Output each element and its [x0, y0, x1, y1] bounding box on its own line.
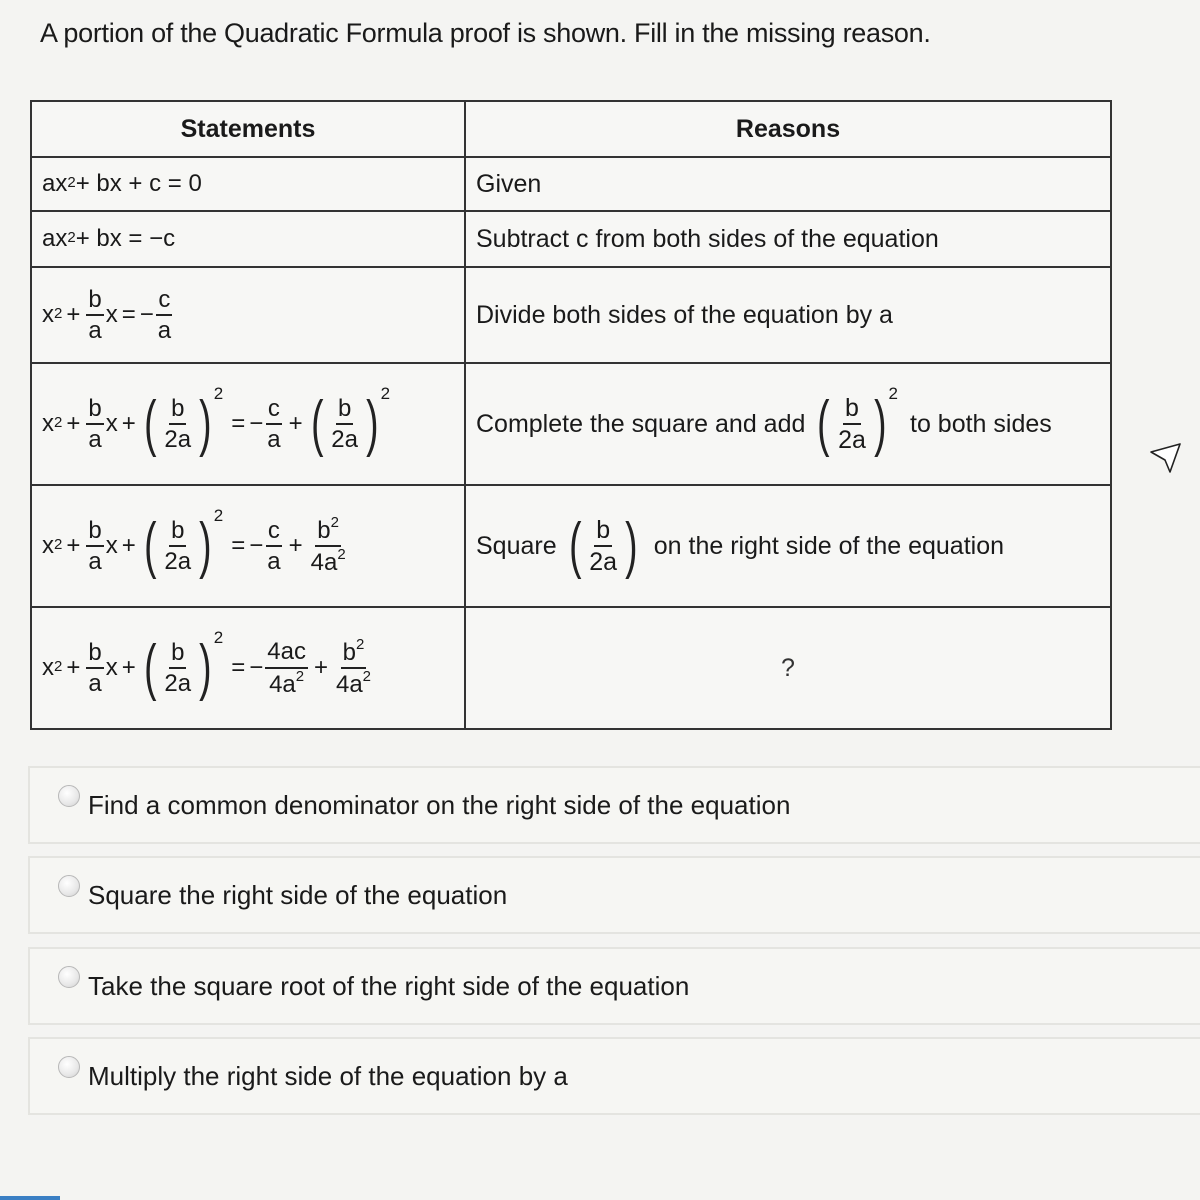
table-row: [31, 211, 1111, 267]
denominator-base: 4a: [335, 671, 363, 698]
table-row: [31, 485, 1111, 607]
denominator: 2a: [164, 426, 192, 453]
denominator: 2a: [589, 548, 618, 576]
plus-sign: +: [121, 532, 136, 559]
var-x: x: [105, 654, 118, 681]
statement-text: + bx + c = 0: [75, 170, 202, 197]
denominator: a: [88, 670, 102, 697]
fraction: [156, 287, 173, 343]
fraction: [309, 513, 348, 576]
parenthesized-fraction: ( $\frac{b}{2a}$ ) $^2$: [817, 384, 898, 458]
parenthesized-fraction: ( $\frac{b}{2a}$ ) $^2$: [143, 628, 224, 702]
denominator: [267, 669, 306, 697]
table-header-row: [31, 101, 1111, 157]
exponent: 2: [295, 667, 305, 685]
equation: [42, 506, 454, 580]
exponent: 2: [67, 173, 76, 191]
reason-cell: Given: [465, 157, 1111, 211]
denominator: 2a: [331, 426, 358, 453]
plus-sign: +: [121, 410, 136, 437]
numerator: [341, 635, 367, 669]
equation: [42, 628, 454, 702]
reason-text: to both sides: [910, 409, 1052, 438]
equation: [42, 287, 454, 343]
numerator: 4ac: [265, 639, 308, 668]
missing-reason: ?: [465, 607, 1111, 729]
parenthesized-fraction: ( $\frac{b}{2a}$ ) $^2$: [143, 384, 224, 458]
var-x: x: [42, 301, 54, 328]
denominator: a: [88, 426, 102, 453]
numerator: b: [843, 395, 861, 425]
minus-sign: −: [139, 301, 154, 328]
exponent: 2: [362, 668, 372, 685]
numerator: b: [594, 517, 612, 547]
var-x: x: [105, 301, 118, 328]
exponent: 2: [54, 413, 63, 431]
statement-cell: [31, 485, 465, 607]
statement-cell: [31, 267, 465, 363]
equals-sign: =: [121, 301, 136, 328]
fraction: [86, 287, 103, 343]
statement-cell: [31, 363, 465, 485]
minus-sign: −: [249, 532, 264, 559]
fraction: [86, 396, 103, 452]
reasons-header: Reasons: [465, 101, 1111, 157]
equation: [42, 384, 454, 458]
exponent: 2: [54, 535, 63, 553]
denominator: 2a: [164, 548, 192, 575]
table-row: [31, 607, 1111, 729]
plus-sign: +: [66, 654, 81, 681]
plus-sign: +: [66, 532, 81, 559]
statement-cell: [31, 211, 465, 267]
minus-sign: −: [249, 654, 264, 681]
fraction: [334, 635, 373, 698]
statement-text: ax: [42, 225, 68, 252]
equals-sign: =: [231, 532, 246, 559]
answer-choice-1[interactable]: [28, 766, 1200, 844]
table-row: [31, 363, 1111, 485]
numerator: b: [169, 518, 186, 547]
choice-label: Take the square root of the right side of the equation: [88, 970, 690, 1001]
var-x: x: [42, 654, 54, 681]
denominator: 2a: [164, 670, 192, 697]
exponent: 2: [380, 384, 391, 403]
answer-choice-3[interactable]: [28, 947, 1200, 1025]
question-prompt: A portion of the Quadratic Formula proof is shown. Fill in the missing reason.: [40, 18, 931, 48]
statement-text: + bx = −c: [75, 225, 176, 252]
numerator: b: [169, 396, 186, 425]
exponent: 2: [54, 657, 63, 675]
statement-cell: [31, 157, 465, 211]
numerator: b: [86, 287, 103, 316]
mouse-pointer-icon: [1148, 440, 1184, 476]
parenthesized-fraction: ( $\frac{b}{2a}$ ): [568, 511, 638, 580]
plus-sign: +: [288, 532, 303, 559]
answer-choice-4[interactable]: [28, 1037, 1200, 1115]
parenthesized-fraction: ( $\frac{b}{2a}$ ) $^2$: [143, 506, 224, 580]
denominator: [309, 547, 348, 575]
fraction: [86, 640, 103, 696]
var-x: x: [105, 410, 118, 437]
reason-cell: [465, 485, 1111, 607]
numerator: b: [86, 518, 103, 547]
denominator: 2a: [838, 426, 866, 454]
radio-button[interactable]: [58, 1056, 80, 1078]
plus-sign: +: [288, 410, 303, 437]
numerator-base: b: [342, 638, 356, 666]
equals-sign: =: [231, 654, 246, 681]
numerator: b: [336, 396, 353, 425]
radio-button[interactable]: [58, 966, 80, 988]
fraction: [265, 518, 282, 574]
numerator: c: [266, 518, 282, 547]
exponent: 2: [213, 384, 224, 403]
proof-table: [30, 100, 1112, 730]
exponent: 2: [54, 304, 63, 322]
reason-cell: [465, 363, 1111, 485]
parenthesized-fraction: ( $\frac{b}{2a}$ ) $^2$: [310, 384, 391, 458]
fraction: [265, 639, 308, 696]
answer-choice-2[interactable]: [28, 856, 1200, 934]
choice-label: Multiply the right side of the equation by a: [88, 1060, 568, 1091]
denominator: a: [267, 426, 281, 453]
denominator: a: [267, 548, 281, 575]
numerator: c: [266, 396, 282, 425]
minus-sign: −: [249, 410, 264, 437]
fraction: [86, 518, 103, 574]
exponent: 2: [213, 628, 224, 647]
choice-label: Find a common denominator on the right side of the equation: [88, 789, 791, 820]
radio-button[interactable]: [58, 875, 80, 897]
denominator: a: [88, 317, 102, 344]
progress-accent: [0, 1196, 60, 1200]
statement-cell: [31, 607, 465, 729]
exponent: 2: [330, 513, 339, 531]
numerator: b: [169, 640, 186, 669]
exponent: 2: [337, 546, 346, 563]
plus-sign: +: [66, 410, 81, 437]
plus-sign: +: [313, 654, 328, 681]
reason-text: Square: [476, 531, 557, 560]
statements-header: Statements: [31, 101, 465, 157]
exponent: 2: [888, 384, 898, 403]
radio-button[interactable]: [58, 785, 80, 807]
numerator-base: b: [317, 516, 331, 544]
exponent: 2: [67, 228, 76, 246]
fraction: [265, 396, 282, 452]
equals-sign: =: [231, 410, 246, 437]
var-x: x: [42, 532, 54, 559]
var-x: x: [42, 410, 54, 437]
statement-text: ax: [42, 170, 68, 197]
denominator: [334, 669, 373, 697]
numerator: c: [156, 287, 172, 316]
reason-text: Complete the square and add: [476, 409, 806, 438]
plus-sign: +: [66, 301, 81, 328]
denominator-base: 4a: [310, 549, 338, 576]
exponent: 2: [213, 506, 224, 525]
denominator-base: 4a: [269, 670, 296, 698]
exponent: 2: [356, 635, 365, 653]
reason-cell: Subtract c from both sides of the equation: [465, 211, 1111, 267]
numerator: b: [86, 396, 103, 425]
choice-label: Square the right side of the equation: [88, 879, 508, 910]
table-row: [31, 267, 1111, 363]
numerator: b: [86, 640, 103, 669]
var-x: x: [105, 532, 118, 559]
numerator: [315, 513, 341, 547]
reason-cell: Divide both sides of the equation by a: [465, 267, 1111, 363]
table-row: [31, 157, 1111, 211]
denominator: a: [157, 317, 172, 344]
denominator: a: [88, 548, 102, 575]
plus-sign: +: [121, 654, 136, 681]
reason-text: on the right side of the equation: [653, 531, 1005, 560]
